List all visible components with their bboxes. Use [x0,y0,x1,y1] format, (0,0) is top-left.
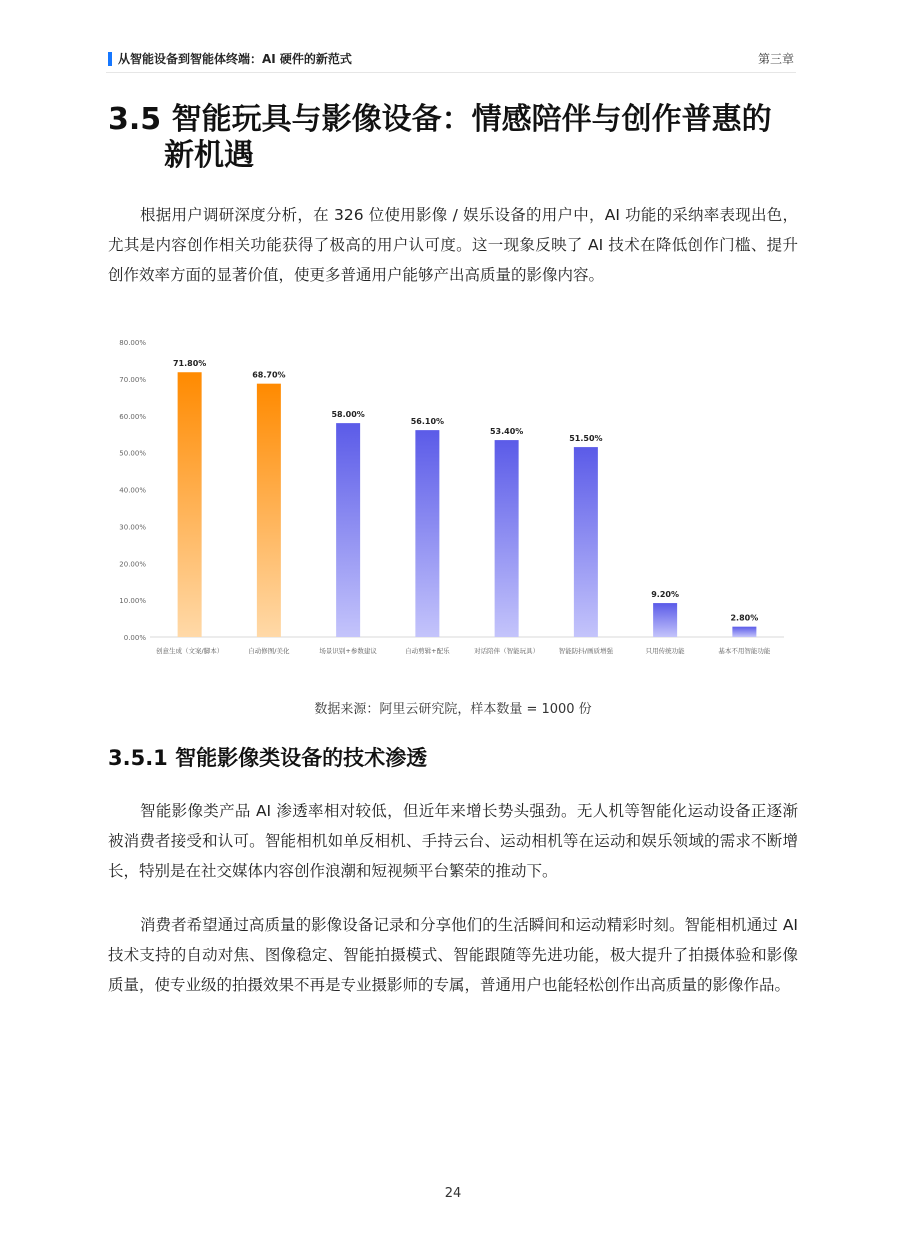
y-tick-label: 80.00% [119,339,146,347]
section-title-line2: 新机遇 [164,138,254,173]
y-tick-label: 70.00% [119,375,146,384]
bar [178,372,202,637]
bar [574,447,598,637]
header-title: 从智能设备到智能体终端：AI 硬件的新范式 [118,52,352,66]
page-number: 24 [444,1186,462,1201]
header-chapter: 第三章 [757,52,794,66]
bar [415,430,439,637]
x-category-label: 只用传统功能 [645,647,685,655]
section-title [108,102,798,174]
x-category-label: 自动修图/美化 [248,647,290,655]
y-tick-label: 10.00% [119,597,146,606]
bar [653,603,677,637]
y-tick-label: 50.00% [119,449,146,458]
y-tick-label: 20.00% [119,560,146,569]
bar-value-label: 2.80% [730,613,759,623]
bar [732,627,756,637]
x-category-label: 创意生成（文案/脚本） [156,647,224,655]
y-tick-label: 40.00% [119,486,146,495]
x-category-label: 智能防抖/画质增强 [558,647,613,655]
bar-value-label: 58.00% [331,410,365,420]
bar [495,440,519,637]
subsection-title: 3.5.1 智能影像类设备的技术渗透 [108,746,428,770]
paragraph-consumer: 消费者希望通过高质量的影像设备记录和分享他们的生活瞬间和运动精彩时刻。智能相机通过 AI 技术支持的自动对焦、图像稳定、智能拍摄模式、智能跟随等先进功能，极大提升了拍摄体验和影像质量，使专业级的拍摄效果不再是专业摄影师的专属，普通用户也能轻松创作出高质量的影像作品。 [108,916,798,994]
section-title-line1: 3.5 智能玩具与影像设备：情感陪伴与创作普惠的 [108,102,772,137]
y-tick-label: 0.00% [123,634,146,642]
page-header [108,50,798,70]
bar-value-label: 51.50% [569,434,603,444]
bar [257,384,281,637]
paragraph-penetration: 智能影像类产品 AI 渗透率相对较低，但近年来增长势头强劲。无人机等智能化运动设备正逐渐被消费者接受和认可。智能相机如单反相机、手持云台、运动相机等在运动和娱乐领域的需求不断增长，特别是在社交媒体内容创作浪潮和短视频平台繁荣的推动下。 [108,802,798,880]
bar-value-label: 68.70% [252,370,286,380]
chart-caption: 数据来源：阿里云研究院，样本数量 = 1000 份 [314,702,592,717]
adoption-bar-chart [108,330,798,660]
bar-value-label: 56.10% [410,417,445,427]
bar-value-label: 53.40% [489,427,524,437]
header-divider [106,72,796,73]
y-tick-label: 30.00% [119,523,146,532]
x-category-label: 对话陪伴（智能玩具） [474,647,540,655]
paragraph-intro: 根据用户调研深度分析，在 326 位使用影像 / 娱乐设备的用户中，AI 功能的采纳率表现出色，尤其是内容创作相关功能获得了极高的用户认可度。这一现象反映了 AI 技术在降低创作门槛、提升创作效率方面的显著价值，使更多普通用户能够产出高质量的影像内容。 [108,206,798,284]
y-tick-label: 60.00% [119,412,146,421]
bar [336,423,360,637]
header-accent-bar [108,52,112,66]
bar-value-label: 9.20% [651,590,680,600]
bar-value-label: 71.80% [172,359,207,369]
x-category-label: 基本不用智能功能 [718,647,771,655]
x-category-label: 场景识别+参数建议 [319,647,377,655]
x-category-label: 自动剪辑+配乐 [405,647,450,655]
